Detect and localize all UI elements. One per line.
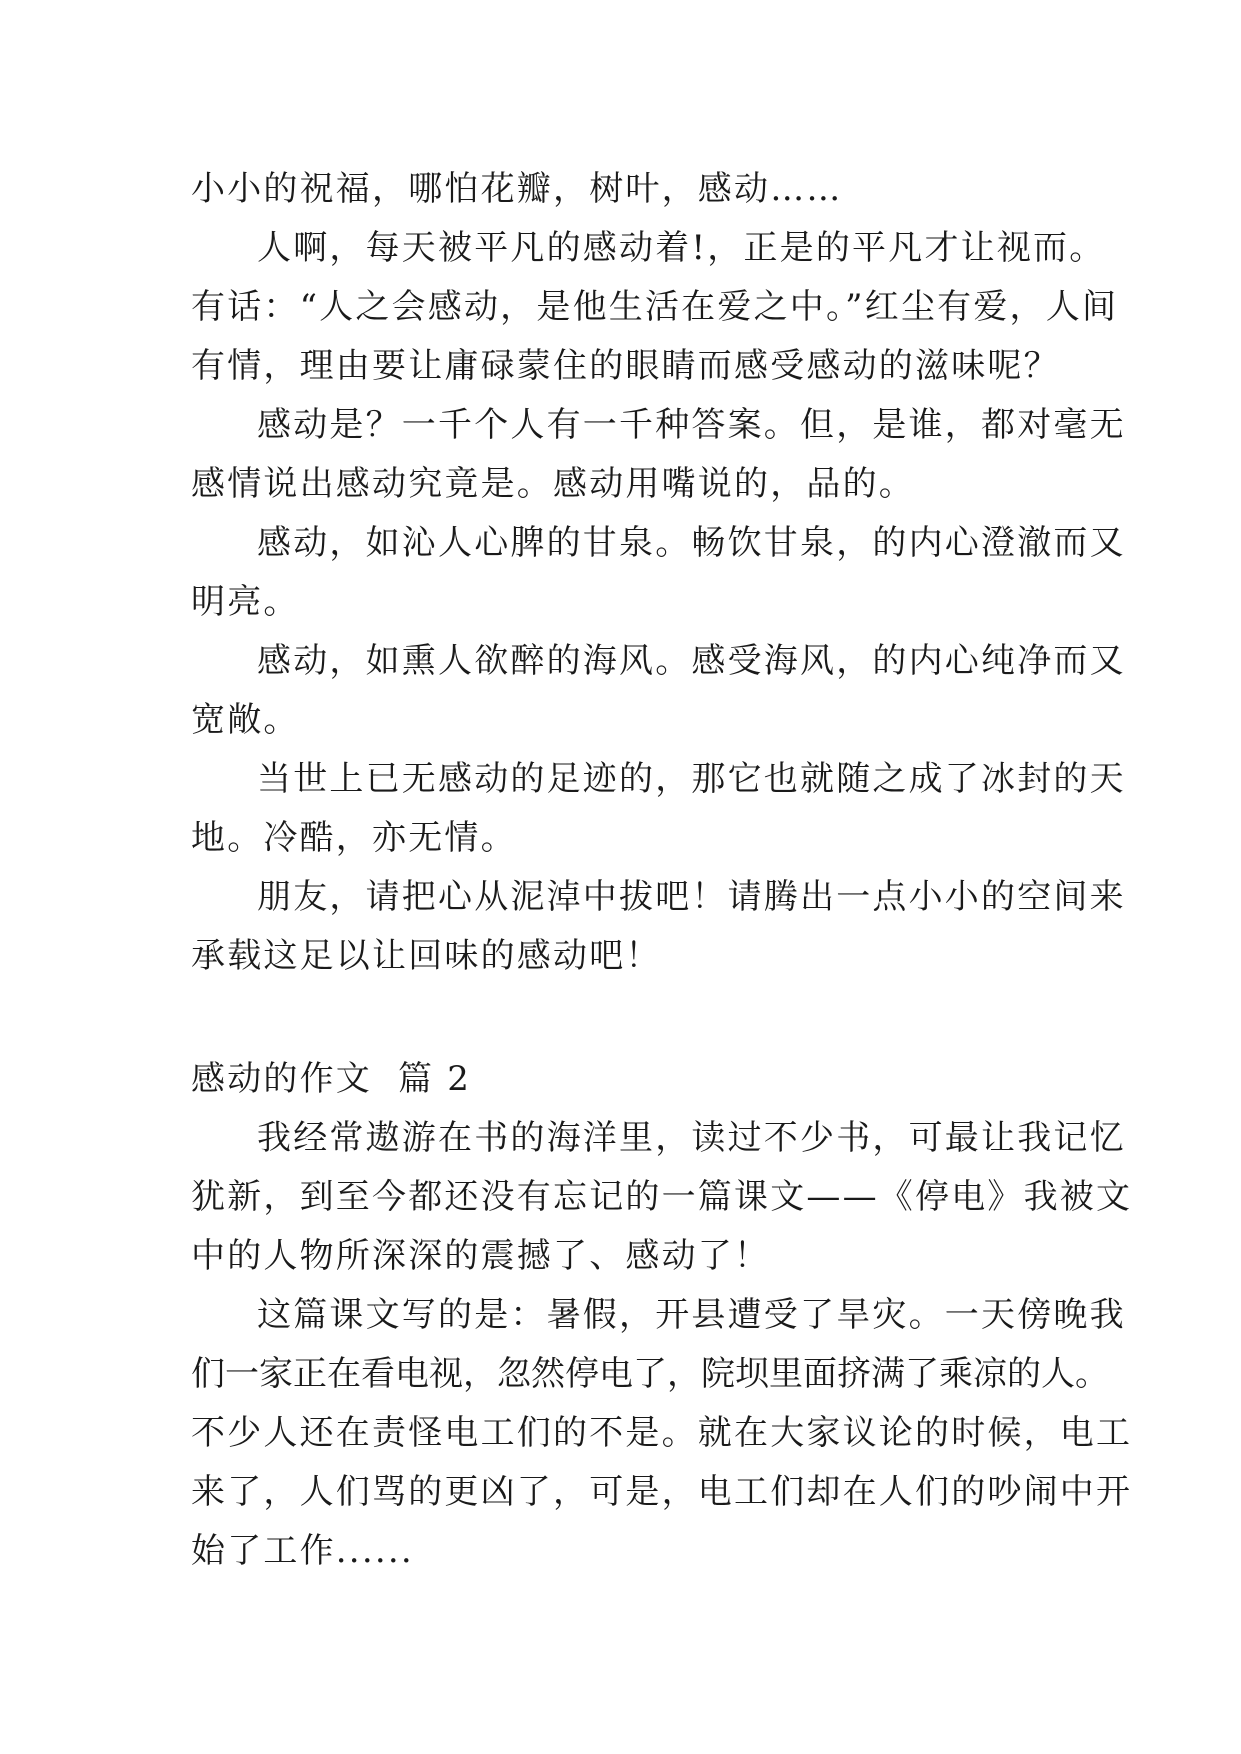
paragraph-line: 小小的祝福，哪怕花瓣，树叶，感动…… — [191, 169, 843, 209]
paragraph-line: 我经常遨游在书的海洋里，读过不少书，可最让我记忆 — [257, 1118, 1126, 1158]
paragraph-line: 朋友，请把心从泥淖中拔吧！请腾出一点小小的空间来 — [257, 877, 1126, 917]
section-1 — [191, 160, 1126, 986]
paragraph-line: 始了工作...... — [191, 1531, 414, 1571]
paragraph-line: 有情，理由要让庸碌蒙住的眼睛而感受感动的滋味呢？ — [191, 346, 1060, 386]
paragraph-line: 当世上已无感动的足迹的，那它也就随之成了冰封的天 — [257, 759, 1126, 799]
paragraph-line: 感动是？一千个人有一千种答案。但，是谁，都对毫无 — [257, 405, 1126, 445]
paragraph-line: 这篇课文写的是：暑假，开县遭受了旱灾。一天傍晚我 — [257, 1295, 1126, 1335]
paragraph-line: 明亮。 — [191, 582, 300, 622]
document-body — [191, 160, 1133, 1581]
paragraph-line: 感动，如沁人心脾的甘泉。畅饮甘泉，的内心澄澈而又 — [257, 523, 1126, 563]
paragraph-line: 中的人物所深深的震撼了、感动了！ — [191, 1236, 771, 1276]
paragraph-line: 们一家正在看电视，忽然停电了，院坝里面挤满了乘凉的人。 — [191, 1354, 1109, 1394]
paragraph-line: 犹新，到至今都还没有忘记的一篇课文——《停电》我被文 — [191, 1177, 1133, 1217]
paragraph-line: 有话：“人之会感动，是他生活在爱之中。”红尘有爱，人间 — [191, 287, 1119, 327]
section-2 — [191, 1050, 1133, 1581]
paragraph-line: 来了，人们骂的更凶了，可是，电工们却在人们的吵闹中开 — [191, 1472, 1133, 1512]
paragraph-line: 感动，如熏人欲醉的海风。感受海风，的内心纯净而又 — [257, 641, 1126, 681]
paragraph-line: 承载这足以让回味的感动吧！ — [191, 936, 662, 976]
section-spacer — [191, 986, 1051, 1050]
paragraph-line: 感情说出感动究竟是。感动用嘴说的，品的。 — [191, 464, 915, 504]
paragraph-line: 地。冷酷，亦无情。 — [191, 818, 517, 858]
section-heading: 感动的作文 篇 2 — [191, 1059, 472, 1099]
paragraph-line: 人啊，每天被平凡的感动着!，正是的平凡才让视而。 — [257, 228, 1106, 268]
paragraph-line: 宽敞。 — [191, 700, 300, 740]
paragraph-line: 不少人还在责怪电工们的不是。就在大家议论的时候，电工 — [191, 1413, 1133, 1453]
